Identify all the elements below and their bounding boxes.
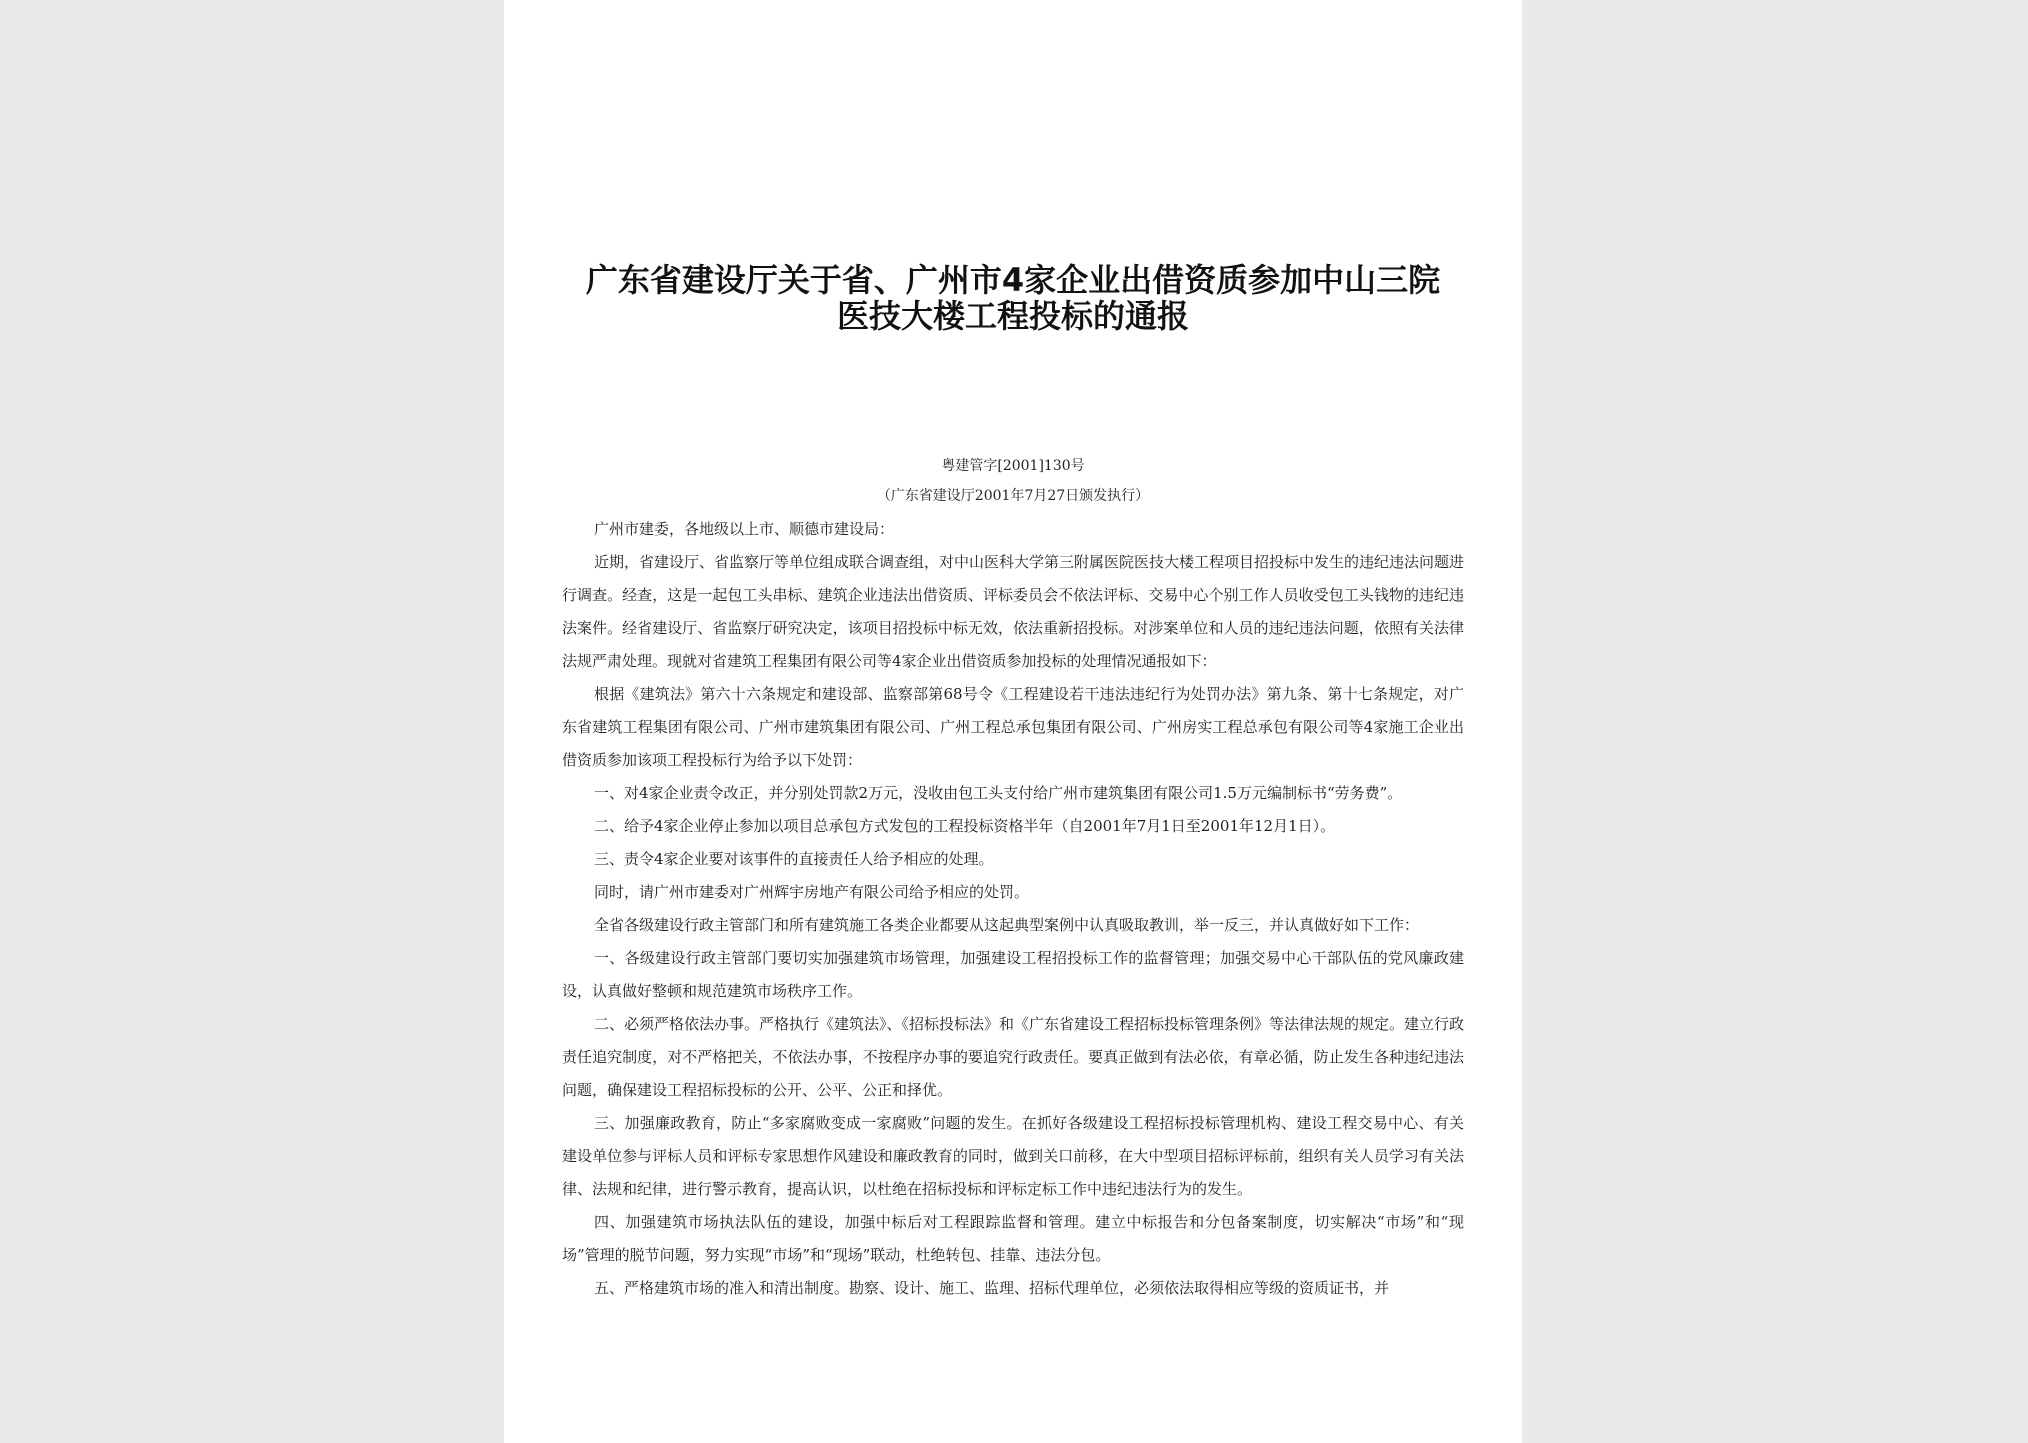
paragraph: 根据《建筑法》第六十六条规定和建设部、监察部第68号令《工程建设若干违法违纪行为处罚办法》第九条、第十七条规定，对广东省建筑工程集团有限公司、广州市建筑集团有限公司、广州工程总承包集团有限公司、广州房实工程总承包有限公司等4家施工企业出借资质参加该项工程投标行为给予以下处罚： xyxy=(562,685,1464,769)
document-page xyxy=(504,0,1522,1443)
document-body xyxy=(562,513,1464,1305)
paragraph: 五、严格建筑市场的准入和清出制度。勘察、设计、施工、监理、招标代理单位，必须依法取得相应等级的资质证书，并 xyxy=(594,1279,1390,1297)
paragraph: 四、加强建筑市场执法队伍的建设，加强中标后对工程跟踪监督和管理。建立中标报告和分包备案制度，切实解决“市场”和“现场”管理的脱节问题，努力实现“市场”和“现场”联动，杜绝转包、挂靠、违法分包。 xyxy=(562,1213,1464,1264)
paragraph: 全省各级建设行政主管部门和所有建筑施工各类企业都要从这起典型案例中认真吸取教训，举一反三，并认真做好如下工作： xyxy=(594,916,1420,934)
paragraph: 一、各级建设行政主管部门要切实加强建筑市场管理，加强建设工程招投标工作的监督管理；加强交易中心干部队伍的党风廉政建设，认真做好整顿和规范建筑市场秩序工作。 xyxy=(562,949,1464,1000)
paragraph: 三、加强廉政教育，防止“多家腐败变成一家腐败”问题的发生。在抓好各级建设工程招标投标管理机构、建设工程交易中心、有关建设单位参与评标人员和评标专家思想作风建设和廉政教育的同时，做到关口前移，在大中型项目招标评标前，组织有关人员学习有关法律、法规和纪律，进行警示教育，提高认识，以杜绝在招标投标和评标定标工作中违纪违法行为的发生。 xyxy=(562,1114,1464,1198)
paragraph: 近期，省建设厅、省监察厅等单位组成联合调查组，对中山医科大学第三附属医院医技大楼工程项目招投标中发生的违纪违法问题进行调查。经查，这是一起包工头串标、建筑企业违法出借资质、评标委员会不依法评标、交易中心个别工作人员收受包工头钱物的违纪违法案件。经省建设厅、省监察厅研究决定，该项目招投标中标无效，依法重新招投标。对涉案单位和人员的违纪违法问题，依照有关法律法规严肃处理。现就对省建筑工程集团有限公司等4家企业出借资质参加投标的处理情况通报如下： xyxy=(562,553,1465,670)
issue-note: （广东省建设厅2001年7月27日颁发执行） xyxy=(876,488,1150,504)
paragraph: 二、必须严格依法办事。严格执行《建筑法》、《招标投标法》和《广东省建设工程招标投标管理条例》等法律法规的规定。建立行政责任追究制度，对不严格把关，不依法办事，不按程序办事的要追究行政责任。要真正做到有法必依，有章必循，防止发生各种违纪违法问题，确保建设工程招标投标的公开、公平、公正和择优。 xyxy=(562,1015,1465,1099)
document-number: 粤建管字[2001]130号 xyxy=(941,458,1085,474)
paragraph: 一、对4家企业责令改正，并分别处罚款2万元，没收由包工头支付给广州市建筑集团有限公司1.5万元编制标书“劳务费”。 xyxy=(594,784,1403,802)
salutation: 广州市建委，各地级以上市、顺德市建设局： xyxy=(594,520,895,538)
document-title: 广东省建设厅关于省、广州市4家企业出借资质参加中山三院医技大楼工程投标的通报 xyxy=(585,261,1441,335)
paragraph: 三、责令4家企业要对该事件的直接责任人给予相应的处理。 xyxy=(594,850,994,868)
paragraph: 二、给予4家企业停止参加以项目总承包方式发包的工程投标资格半年（自2001年7月1日至2001年12月1日）。 xyxy=(594,817,1336,835)
paragraph: 同时，请广州市建委对广州辉宇房地产有限公司给予相应的处罚。 xyxy=(594,883,1030,901)
